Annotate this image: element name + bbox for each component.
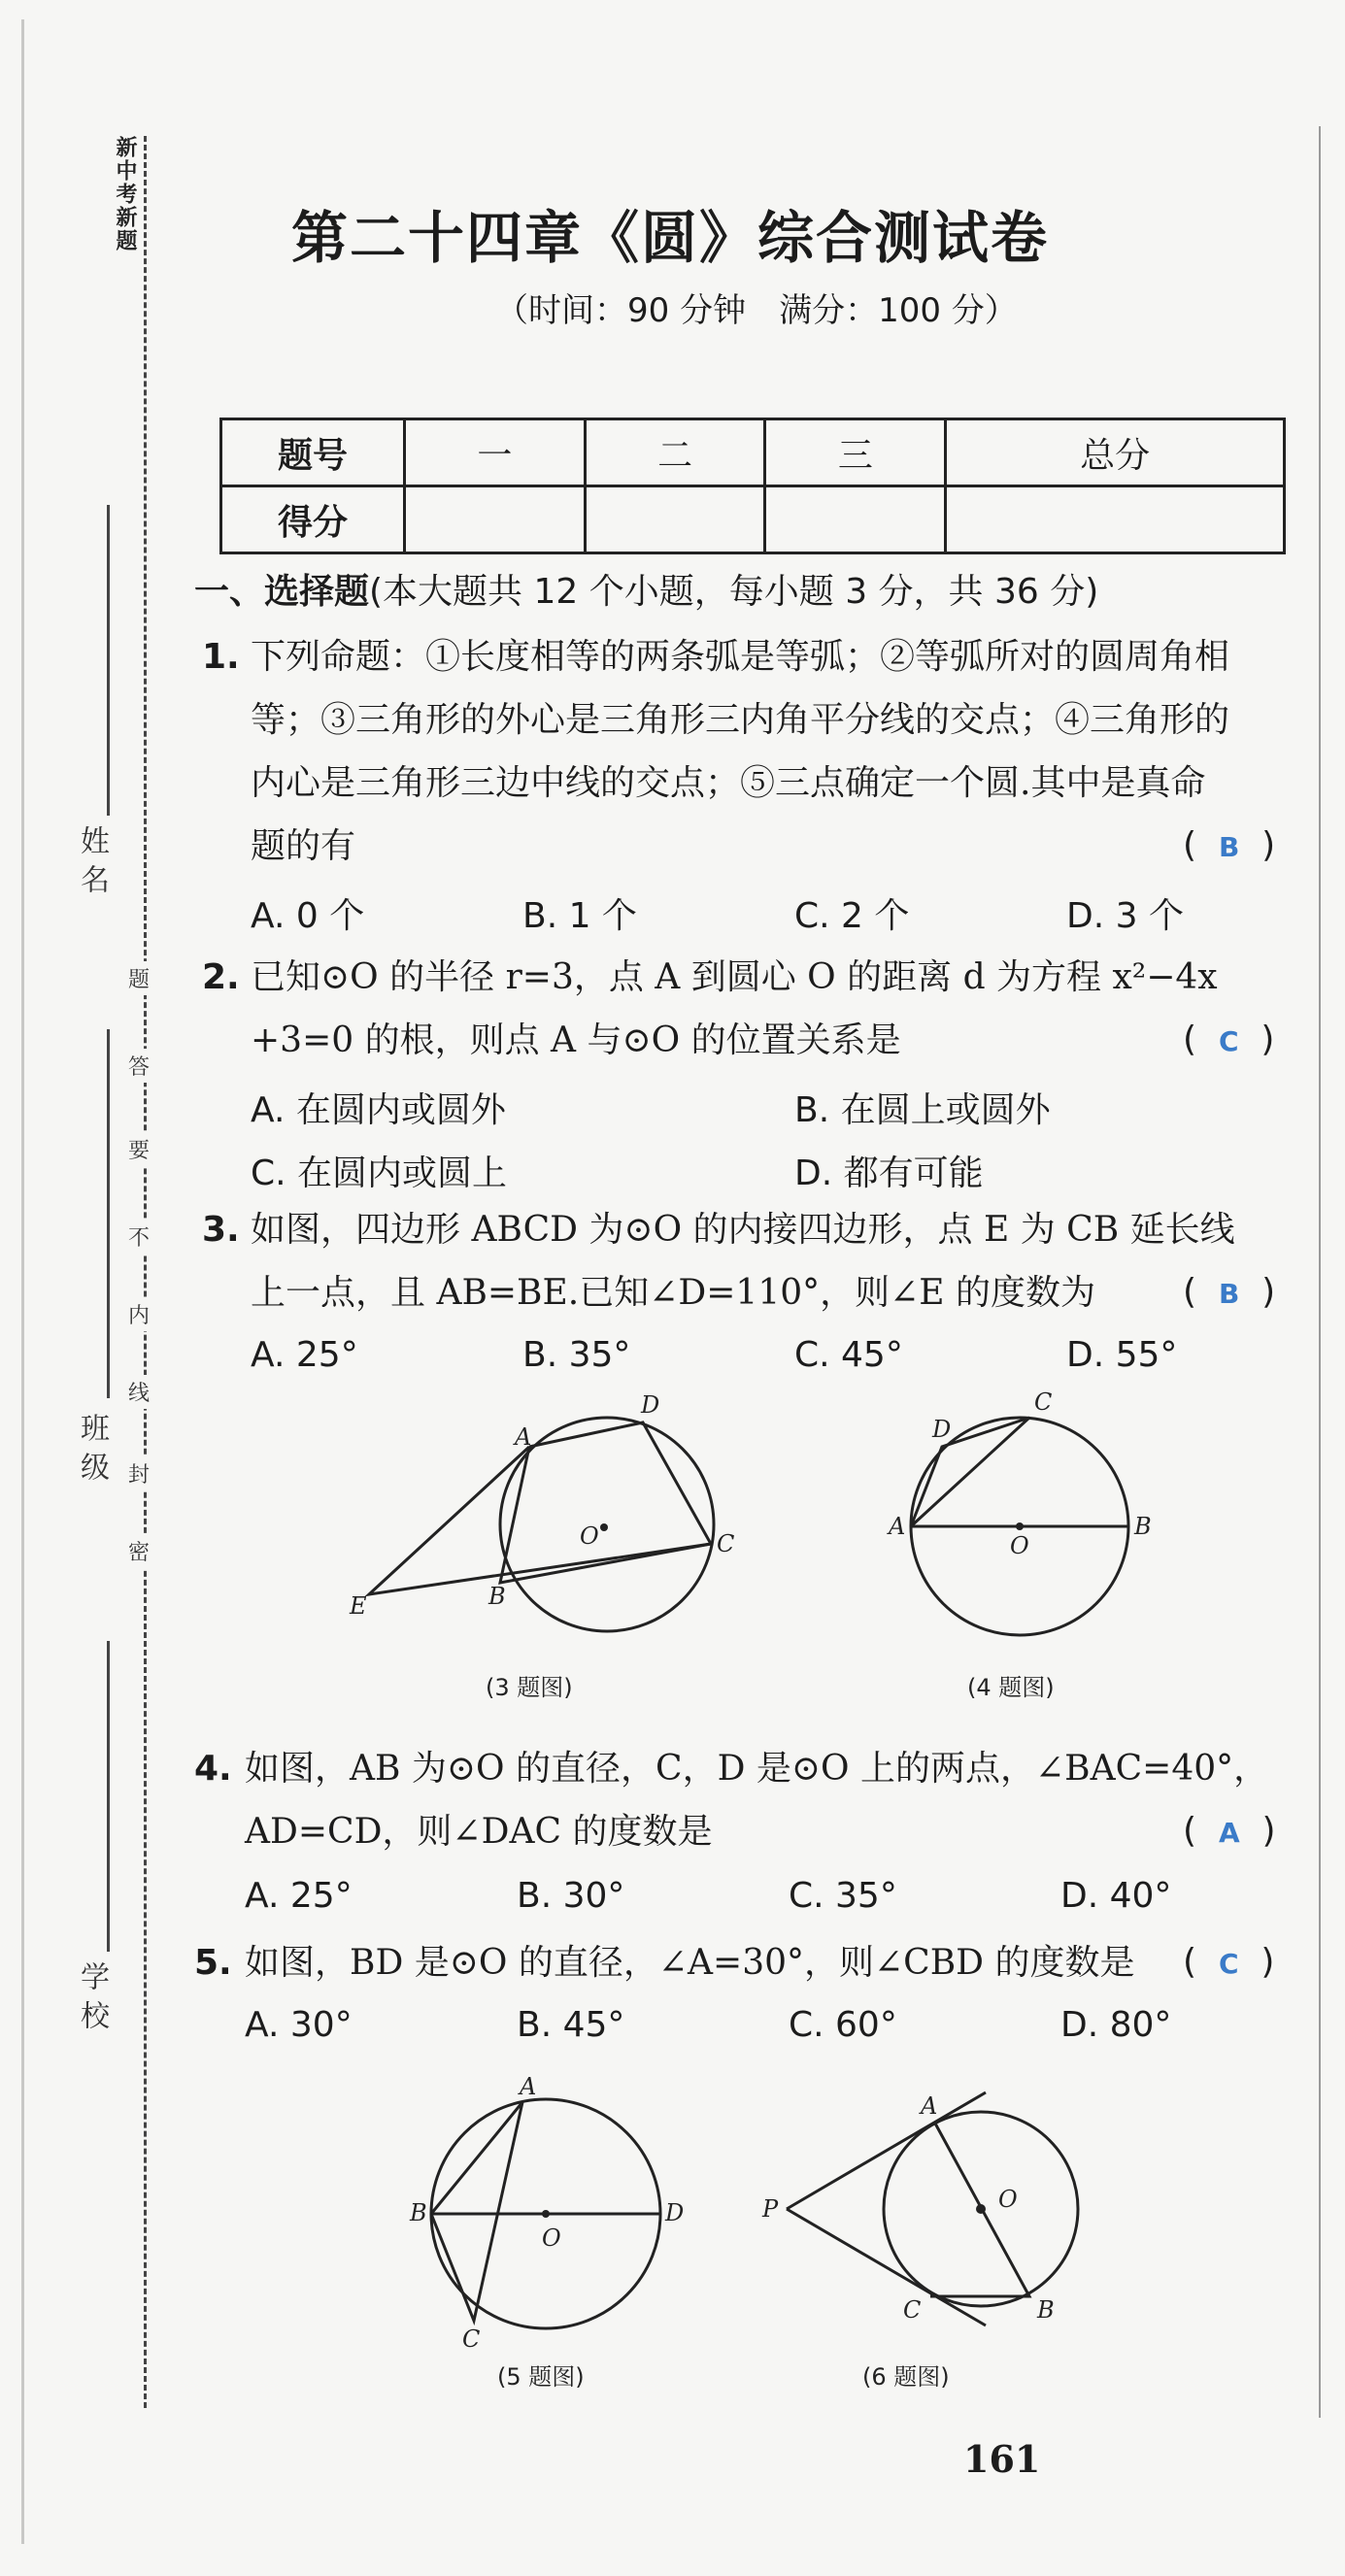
option[interactable]: C. 60° xyxy=(789,2005,897,2045)
fig5-center-dot xyxy=(542,2210,550,2218)
question-text: 内心是三角形三边中线的交点；⑤三点确定一个圆.其中是真命 xyxy=(251,763,1206,803)
option[interactable]: C. 35° xyxy=(789,1876,897,1916)
seal-char: 密 xyxy=(128,1534,150,1568)
answer-bracket[interactable]: ( B ) xyxy=(1183,825,1276,865)
answer-bracket[interactable]: ( C ) xyxy=(1183,1942,1275,1982)
question-number: 5. xyxy=(194,1943,232,1983)
question-text: 已知⊙O 的半径 r=3，点 A 到圆心 O 的距离 d 为方程 x²−4x xyxy=(251,957,1218,997)
fig4-label: A xyxy=(889,1513,906,1540)
answer-bracket[interactable]: ( A ) xyxy=(1183,1811,1276,1851)
school-label: 学校 xyxy=(75,1961,109,2039)
answer-value: B xyxy=(1218,1278,1240,1310)
question-number: 3. xyxy=(202,1210,240,1250)
option[interactable]: D. 55° xyxy=(1066,1335,1178,1375)
fig4-label: B xyxy=(1134,1513,1152,1540)
seal-char: 题 xyxy=(128,961,150,995)
option[interactable]: C. 在圆内或圆上 xyxy=(251,1154,508,1193)
section-note: (本大题共 12 个小题，每小题 3 分，共 36 分) xyxy=(369,572,1099,612)
fig3-label: B xyxy=(488,1583,506,1610)
page-title: 第二十四章《圆》综合测试卷 xyxy=(291,205,1050,271)
seal-char: 内 xyxy=(128,1297,150,1331)
fig5-chords xyxy=(431,2102,522,2321)
figure-5 xyxy=(398,2063,699,2353)
fig6-label: O xyxy=(998,2186,1018,2213)
fig3-label: C xyxy=(717,1530,735,1557)
question-text: 如图，四边形 ABCD 为⊙O 的内接四边形，点 E 为 CB 延长线 xyxy=(251,1210,1235,1250)
name-field xyxy=(70,825,113,903)
answer-value: A xyxy=(1218,1817,1240,1849)
table-cell: 题号 xyxy=(221,419,405,486)
option[interactable]: B. 30° xyxy=(517,1876,625,1916)
fig5-label: D xyxy=(665,2199,685,2226)
fig6-label: A xyxy=(921,2092,938,2120)
class-underline xyxy=(107,1029,110,1398)
answer-value: B xyxy=(1218,831,1240,863)
fig6-label: P xyxy=(762,2195,779,2223)
fig3-label: D xyxy=(641,1391,660,1419)
question-text: 上一点，且 AB=BE.已知∠D=110°，则∠E 的度数为 xyxy=(251,1273,1096,1313)
fig5-label: C xyxy=(462,2325,481,2353)
table-cell: 得分 xyxy=(221,486,405,553)
fig4-label: O xyxy=(1010,1532,1029,1559)
option[interactable]: C. 45° xyxy=(794,1335,903,1375)
question-number: 4. xyxy=(194,1749,232,1789)
score-input-cell[interactable] xyxy=(585,486,765,553)
question-number: 1. xyxy=(202,637,240,677)
section-title: 一、选择题 xyxy=(194,572,370,612)
option[interactable]: A. 0 个 xyxy=(251,896,365,936)
answer-value: C xyxy=(1218,1948,1239,1980)
series-badge: 新中考新题 xyxy=(113,136,137,252)
option[interactable]: D. 40° xyxy=(1060,1876,1172,1916)
score-table-row xyxy=(221,486,1285,553)
fig3-center-dot xyxy=(600,1523,608,1531)
question-text: 如图，BD 是⊙O 的直径，∠A=30°，则∠CBD 的度数是 xyxy=(245,1943,1135,1983)
figure-caption: (3 题图) xyxy=(486,1674,573,1701)
option[interactable]: B. 45° xyxy=(517,2005,625,2045)
class-label: 班级 xyxy=(75,1413,109,1490)
option[interactable]: A. 25° xyxy=(251,1335,358,1375)
fig3-label: O xyxy=(580,1522,599,1550)
table-cell: 一 xyxy=(405,419,586,486)
seal-char: 封 xyxy=(128,1456,150,1490)
name-underline xyxy=(107,505,110,816)
option[interactable]: A. 在圆内或圆外 xyxy=(251,1090,506,1130)
page-subtitle: （时间：90 分钟 满分：100 分） xyxy=(495,291,1018,330)
fig4-center-dot xyxy=(1016,1522,1024,1530)
fig3-label: E xyxy=(350,1592,367,1620)
fig6-label: C xyxy=(903,2296,922,2324)
right-margin-rule xyxy=(1319,126,1321,2418)
fig5-label: A xyxy=(520,2073,537,2100)
answer-bracket[interactable]: ( C ) xyxy=(1183,1020,1275,1059)
option[interactable]: B. 1 个 xyxy=(522,896,637,936)
seal-char: 要 xyxy=(128,1132,150,1166)
question-text: 如图，AB 为⊙O 的直径，C，D 是⊙O 上的两点，∠BAC=40°， xyxy=(245,1749,1269,1789)
table-cell: 总分 xyxy=(946,419,1285,486)
score-input-cell[interactable] xyxy=(946,486,1285,553)
seal-dashed-line xyxy=(144,136,147,2408)
answer-value: C xyxy=(1218,1025,1239,1057)
fig6-label: B xyxy=(1037,2296,1055,2324)
question-text: 下列命题：①长度相等的两条弧是等弧；②等弧所对的圆周角相 xyxy=(251,637,1230,677)
fig3-extension xyxy=(369,1447,711,1594)
fig4-chords xyxy=(911,1418,1029,1526)
class-field xyxy=(70,1413,113,1490)
name-label: 姓名 xyxy=(75,825,109,903)
option[interactable]: A. 30° xyxy=(245,2005,353,2045)
score-input-cell[interactable] xyxy=(405,486,586,553)
table-cell: 二 xyxy=(585,419,765,486)
question-text: +3=0 的根，则点 A 与⊙O 的位置关系是 xyxy=(251,1020,901,1060)
option[interactable]: B. 在圆上或圆外 xyxy=(794,1090,1051,1130)
option[interactable]: D. 都有可能 xyxy=(794,1154,984,1193)
fig3-circle xyxy=(500,1418,714,1631)
figure-caption: (5 题图) xyxy=(497,2363,585,2391)
question-text: 等；③三角形的外心是三角形三内角平分线的交点；④三角形的 xyxy=(251,700,1230,740)
page-left-edge xyxy=(21,19,24,2544)
figure-caption: (4 题图) xyxy=(967,1674,1055,1701)
answer-bracket[interactable]: ( B ) xyxy=(1183,1272,1276,1312)
option[interactable]: C. 2 个 xyxy=(794,896,910,936)
figure-6 xyxy=(757,2092,1107,2345)
fig4-label: D xyxy=(932,1416,952,1443)
seal-char: 不 xyxy=(128,1220,150,1254)
school-underline xyxy=(107,1641,110,1952)
option[interactable]: B. 35° xyxy=(522,1335,631,1375)
seal-char: 线 xyxy=(128,1375,150,1409)
score-table xyxy=(219,418,1286,554)
school-field xyxy=(70,1961,113,2039)
option[interactable]: A. 25° xyxy=(245,1876,353,1916)
score-table-row xyxy=(221,419,1285,486)
question-text: AD=CD，则∠DAC 的度数是 xyxy=(245,1812,713,1852)
question-number: 2. xyxy=(202,957,240,997)
option[interactable]: D. 80° xyxy=(1060,2005,1172,2045)
figure-4 xyxy=(884,1388,1156,1641)
seal-char: 答 xyxy=(128,1049,150,1083)
fig3-label: A xyxy=(515,1423,532,1451)
fig4-label: C xyxy=(1034,1388,1053,1416)
question-text: 题的有 xyxy=(251,826,356,866)
fig6-center-dot xyxy=(976,2204,986,2214)
score-input-cell[interactable] xyxy=(765,486,946,553)
option[interactable]: D. 3 个 xyxy=(1066,896,1184,936)
fig5-label: O xyxy=(542,2225,561,2252)
page-number: 161 xyxy=(963,2437,1041,2481)
fig5-label: B xyxy=(410,2199,427,2226)
table-cell: 三 xyxy=(765,419,946,486)
figure-3 xyxy=(350,1388,757,1631)
figure-caption: (6 题图) xyxy=(862,2363,950,2391)
section-heading xyxy=(194,571,1098,613)
